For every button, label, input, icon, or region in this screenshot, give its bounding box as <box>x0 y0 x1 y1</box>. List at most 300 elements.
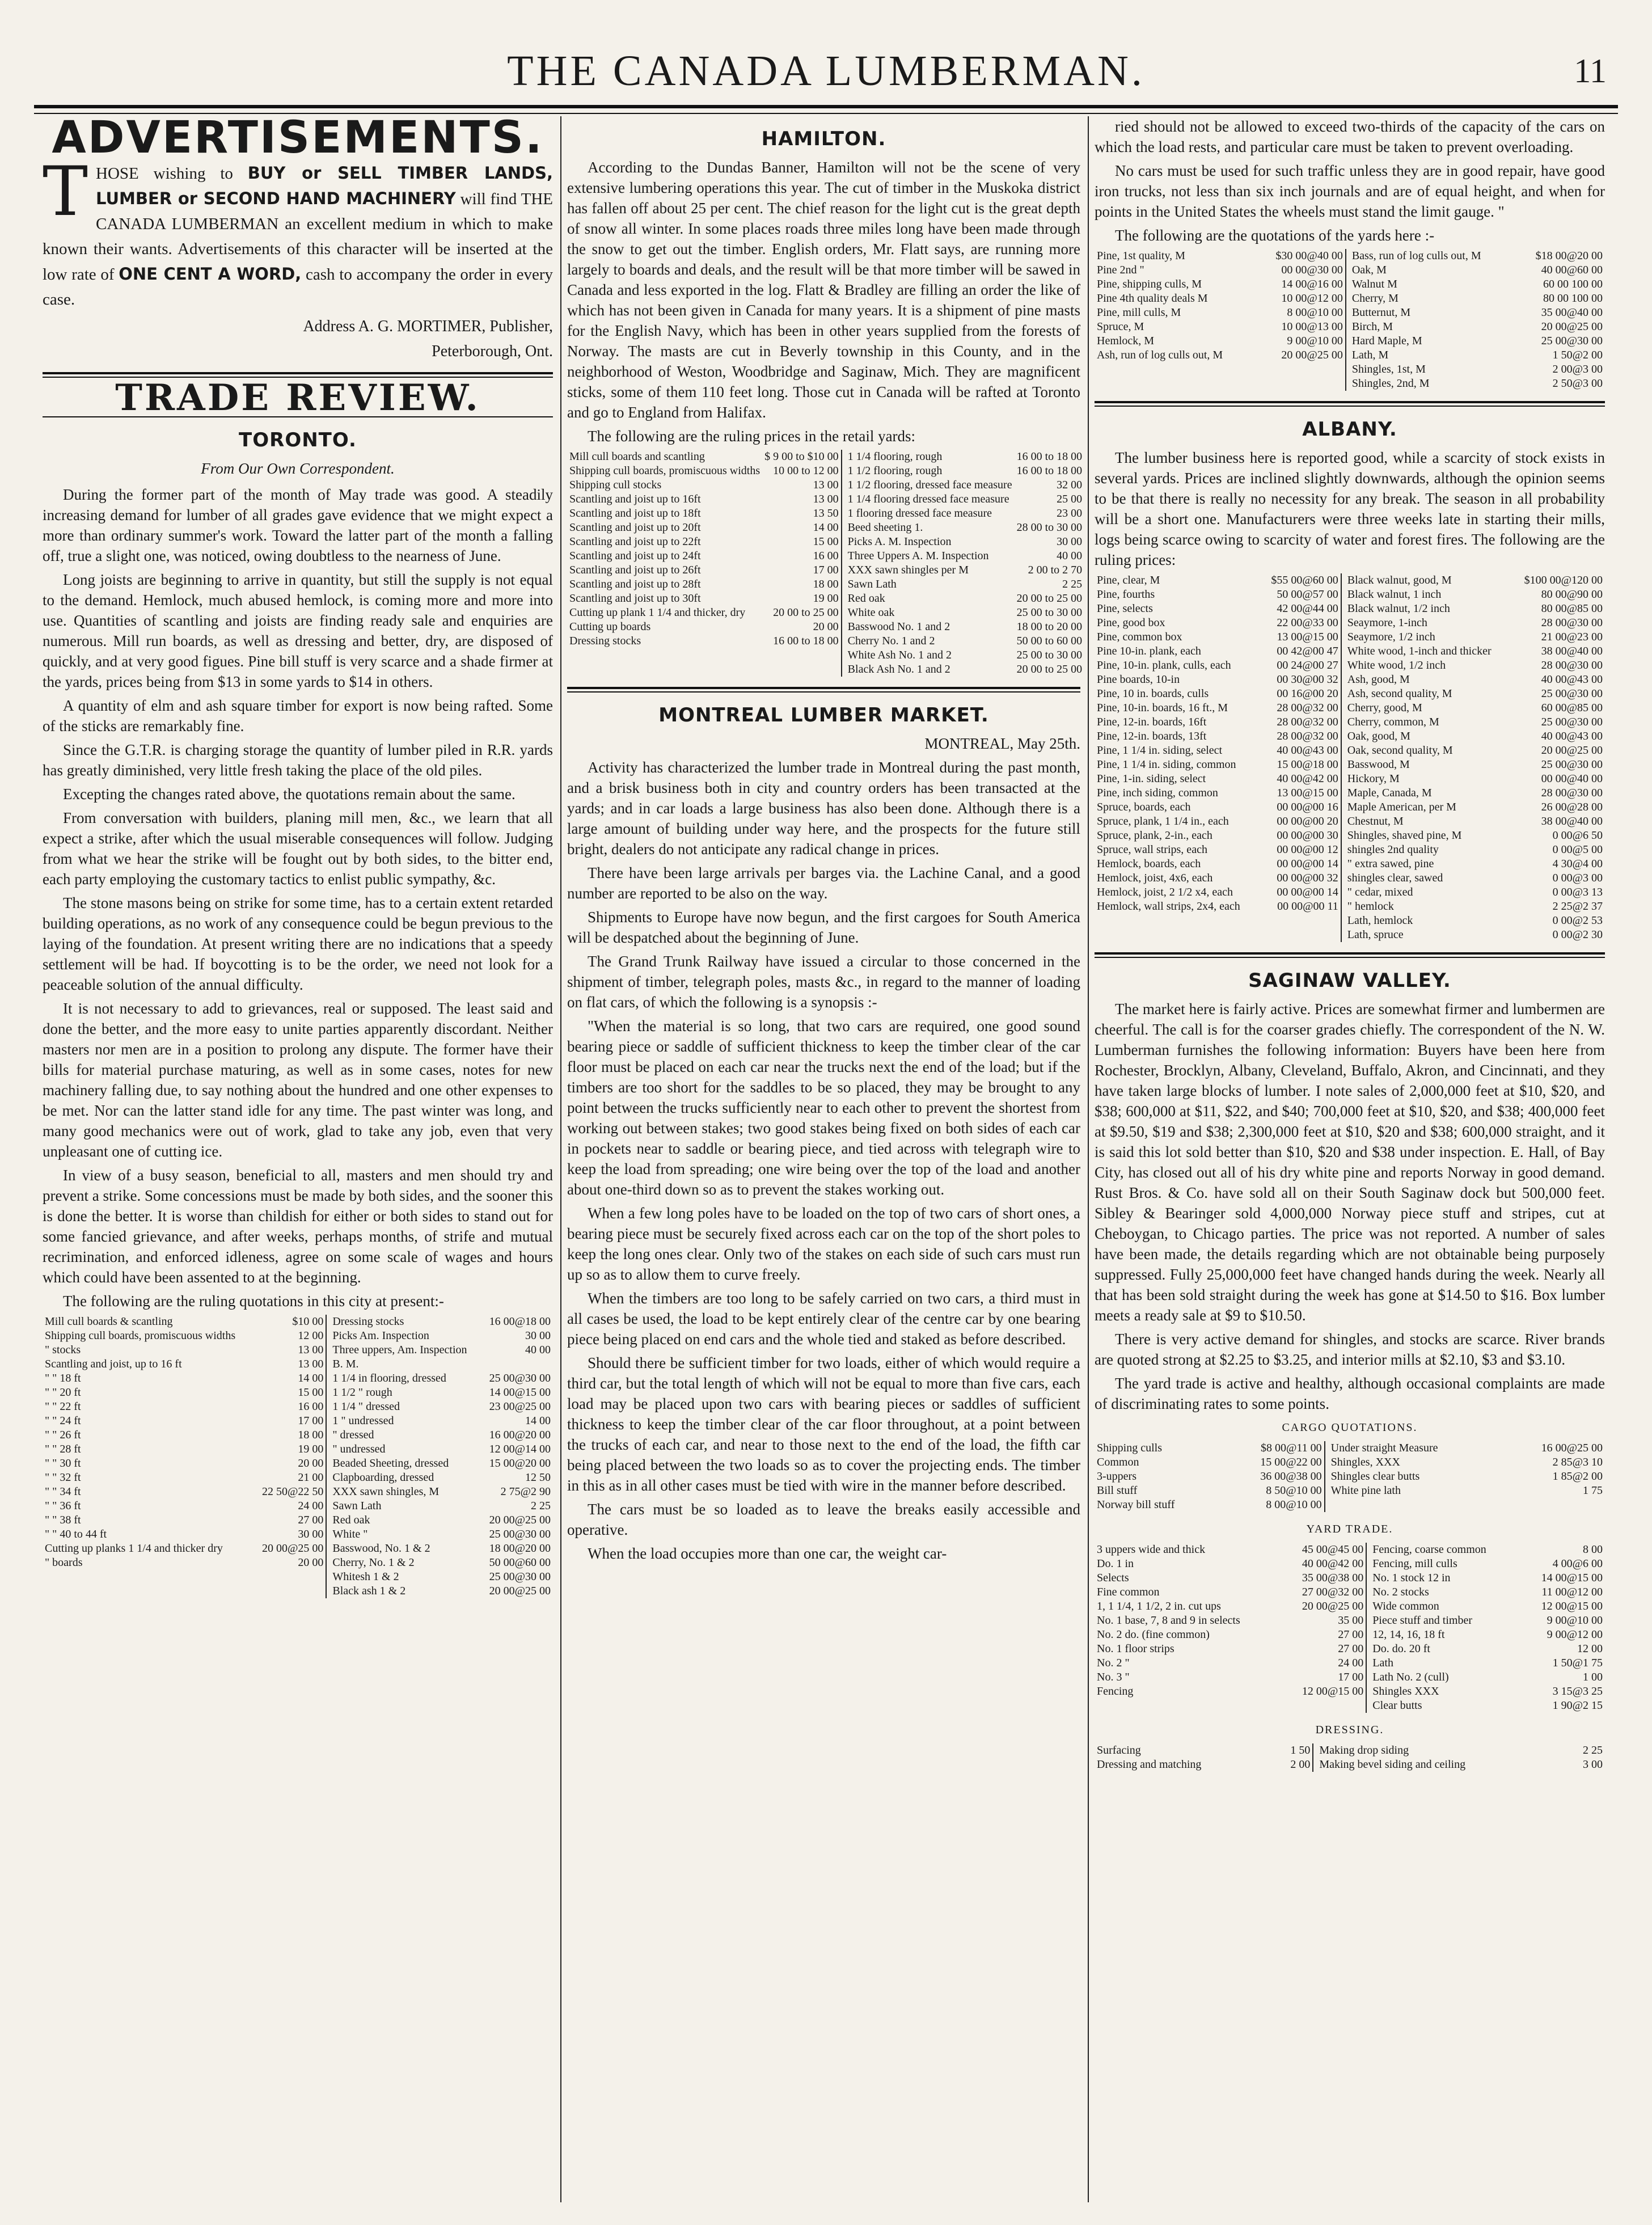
price-cell: 40 00@42 00 <box>1277 772 1338 785</box>
item-cell: Hemlock, joist, 2 1/2 x4, each <box>1097 886 1233 898</box>
price-cell: 60 00 100 00 <box>1543 278 1603 290</box>
price-cell: 12 00@14 00 <box>489 1443 551 1455</box>
price-cell: 28 00 to 30 00 <box>1016 521 1083 534</box>
table-row <box>43 1471 553 1485</box>
item-cell: White Ash No. 1 and 2 <box>842 648 1015 662</box>
column-2 <box>567 116 1083 1567</box>
table-row <box>1095 786 1605 800</box>
item-cell: Spruce, boards, each <box>1097 801 1191 813</box>
item-cell: Pine boards, 10-in <box>1097 673 1180 686</box>
table-row <box>43 1400 553 1414</box>
price-cell: 23 00 <box>1057 507 1083 520</box>
item-cell: Oak, good, M <box>1341 729 1512 744</box>
item-cell: Basswood, M <box>1341 758 1512 772</box>
item-cell: Mill cull boards & scantling <box>45 1315 173 1328</box>
column-divider <box>1088 116 1089 2202</box>
price-cell: 2 00@3 00 <box>1552 363 1603 375</box>
price-cell: 17 00 <box>298 1415 324 1427</box>
item-cell: shingles 2nd quality <box>1341 843 1512 857</box>
item-cell: Cherry, M <box>1346 292 1516 306</box>
item-cell <box>1325 1498 1503 1512</box>
item-cell: Making bevel siding and ceiling <box>1313 1758 1565 1772</box>
price-cell: $55 00@60 00 <box>1271 574 1338 586</box>
dressing-heading: DRESSING. <box>1315 1724 1384 1736</box>
table-row <box>1095 362 1605 377</box>
item-cell: Scantling and joist up to 30ft <box>569 592 701 605</box>
item-cell: Bass, run of log culls out, M <box>1346 249 1516 263</box>
table-row <box>1095 1441 1605 1455</box>
table-row <box>43 1442 553 1456</box>
price-cell: 13 00 <box>298 1344 324 1356</box>
price-cell: 20 00 to 25 00 <box>1016 663 1083 675</box>
masthead <box>34 40 1618 102</box>
item-cell: White wood, 1/2 inch <box>1341 658 1512 673</box>
item-cell: 1 1/2 " rough <box>326 1386 481 1400</box>
price-cell: 24 00 <box>1338 1657 1364 1669</box>
price-cell: 0 00@2 30 <box>1552 928 1603 941</box>
item-cell: Pine 2nd " <box>1097 264 1144 276</box>
price-cell: 20 00 <box>298 1457 324 1470</box>
price-cell: 00 00@00 14 <box>1277 886 1338 898</box>
item-cell: Shingles, 2nd, M <box>1346 377 1516 391</box>
column-1 <box>43 112 553 1605</box>
table-row <box>43 1527 553 1542</box>
table-row <box>567 620 1084 634</box>
table-row <box>1095 1470 1605 1484</box>
item-cell: Pine, 10-in. plank, culls, each <box>1097 659 1231 672</box>
price-cell: 16 00 to 18 00 <box>1016 450 1083 463</box>
item-cell: 3-uppers <box>1097 1470 1136 1483</box>
item-cell: No. 3 " <box>1097 1671 1130 1683</box>
price-cell: 20 00 <box>298 1556 324 1569</box>
price-cell <box>481 1357 553 1371</box>
albany-article: The lumber business here is reported good, while a scarcity of stock exists in several yards. Prices are inclined slightly downwards, although the opinion seems to be that there is really no necessity for any break. The season in all probability will be a short one. Manufacturers were three weeks late in starting their mills, logs being scarce owing to scarcity of water and forest fires. The following are the ruling prices: <box>1095 449 1605 568</box>
price-cell: 40 00@43 00 <box>1541 673 1603 686</box>
item-cell: Common <box>1097 1456 1139 1468</box>
table-row <box>1095 1543 1605 1557</box>
table-row <box>1095 1614 1605 1628</box>
item-cell: Lath, spruce <box>1341 928 1512 942</box>
table-row <box>1095 1656 1605 1670</box>
section-rule <box>1095 401 1605 407</box>
item-cell: Pine, 12-in. boards, 16ft <box>1097 716 1207 728</box>
item-cell: Surfacing <box>1097 1744 1141 1757</box>
item-cell: Lath No. 2 (cull) <box>1366 1670 1521 1684</box>
item-cell: Shingles, shaved pine, M <box>1341 829 1512 843</box>
price-cell: 40 00@43 00 <box>1277 744 1338 757</box>
item-cell: " boards <box>45 1556 83 1569</box>
item-cell: Dressing stocks <box>326 1315 481 1329</box>
price-cell: 25 00@30 00 <box>1541 716 1603 728</box>
price-cell: 12 00 <box>298 1329 324 1342</box>
item-cell: Clapboarding, dressed <box>326 1471 481 1485</box>
albany-title: ALBANY. <box>1302 418 1397 441</box>
price-cell: 80 00@85 00 <box>1541 602 1603 615</box>
paragraph: The market here is fairly active. Prices are somewhat firmer and lumbermen are cheerful. The call is for the coarser grades chiefly. The correspondent of the N. W. Lumberman furnishes the following information: Buyers have been here from Rochester, Brocklyn, Albany, Cleveland, Buffalo, Akron, and Cincinnati, and they have taken large blocks of lumber. I note sales of 2,000,000 feet at $10, $20, and $38; 600,000 at $11, $22, and $40; 700,000 feet at $10, $20, and $38; 400,000 feet at $9.50, $19 and $38; 2,300,000 feet at $10, $20 and $38; 600,000 straight, and it is said this lot sold better than $10, $20 and $38 under inspection. E. Hall, of Bay City, has closed out all of his dry white pine and reports Norway in good demand. Rust Bros. & Co. have sold all on their South Saginaw dock but 500,000 feet. Sibley & Bearinger sold 4,000,000 Norway piece stuff and stripes, cut at Cheboygan, to Chicago parties. The price was not reported. A number of sales have been made, the details regarding which are not obtainable being purposely suppressed. Fully 25,000,000 feet have changed hands during the week. Nearly all that has been sold straight during the week has gone at $14.50 to $16. Box lumber meets a ready sale at $9 to $10.50. <box>1095 1000 1605 1324</box>
price-cell: 00 42@00 47 <box>1277 645 1338 657</box>
paragraph: The following are the quotations of the yards here :- <box>1115 227 1435 244</box>
item-cell: 1 1/2 flooring, rough <box>842 464 1015 478</box>
table-row <box>567 648 1084 662</box>
column-3 <box>1095 116 1605 1779</box>
paragraph: The following are the ruling prices in the retail yards: <box>588 428 916 445</box>
item-cell: White wood, 1-inch and thicker <box>1341 644 1512 658</box>
table-row <box>1095 1670 1605 1684</box>
price-cell: 28 00@32 00 <box>1277 716 1338 728</box>
item-cell: No. 2 stocks <box>1366 1585 1521 1599</box>
item-cell: Pine, good box <box>1097 617 1165 629</box>
price-cell: 1 50@1 75 <box>1552 1657 1603 1669</box>
price-cell: 0 00@6 50 <box>1552 829 1603 842</box>
price-cell: 27 00@32 00 <box>1302 1586 1364 1598</box>
item-cell: Three uppers, Am. Inspection <box>326 1343 481 1357</box>
item-cell: Walnut M <box>1346 277 1516 292</box>
table-row <box>1095 814 1605 829</box>
table-row <box>567 549 1084 563</box>
price-cell: 50 00 to 60 00 <box>1016 635 1083 647</box>
price-cell: 18 00 <box>298 1429 324 1441</box>
price-cell: 26 00@28 00 <box>1541 801 1603 813</box>
masthead-title: THE CANADA LUMBERMAN. <box>507 47 1145 95</box>
item-cell: Pine, 12-in. boards, 13ft <box>1097 730 1207 742</box>
price-cell: 0 00@2 53 <box>1552 914 1603 927</box>
item-cell: Pine, 1 1/4 in. siding, common <box>1097 758 1236 771</box>
table-row <box>1095 348 1605 362</box>
price-cell: 8 00 <box>1583 1543 1603 1556</box>
table-row <box>43 1485 553 1499</box>
price-cell: 24 00 <box>298 1500 324 1512</box>
price-cell: 20 00@25 00 <box>261 1542 324 1555</box>
paragraph: The following are the ruling quotations in this city at present:- <box>63 1293 444 1310</box>
table-row <box>567 478 1084 492</box>
ads-text-b: will find THE CANADA LUMBERMAN an excellent medium in which to make known their wants. Advertisements of this character will be inserted at the low rate of <box>43 190 553 284</box>
price-cell: 15 00@22 00 <box>1260 1456 1322 1468</box>
price-cell <box>762 648 842 662</box>
price-cell: 27 00 <box>1338 1643 1364 1655</box>
table-row <box>567 506 1084 521</box>
price-cell: 20 00@25 00 <box>1541 320 1603 333</box>
price-cell <box>1503 1498 1605 1512</box>
item-cell: Hemlock, boards, each <box>1097 858 1201 870</box>
price-cell: 10 00@12 00 <box>1281 292 1343 305</box>
montreal-quotations-table <box>1095 249 1605 391</box>
price-cell: 27 00 <box>1338 1628 1364 1641</box>
table-row <box>1095 630 1605 644</box>
item-cell: Basswood No. 1 and 2 <box>842 620 1015 634</box>
table-row <box>1095 588 1605 602</box>
item-cell: Do. do. 20 ft <box>1366 1642 1521 1656</box>
price-cell <box>1256 362 1346 377</box>
paragraph: Excepting the changes rated above, the quotations remain about the same. <box>63 786 516 803</box>
item-cell: Pine 4th quality deals M <box>1097 292 1208 305</box>
item-cell: Hard Maple, M <box>1346 334 1516 348</box>
paragraph: There have been large arrivals per barges via. the Lachine Canal, and a good number are reported to be also on the way. <box>567 864 1080 902</box>
price-cell: 80 00 100 00 <box>1543 292 1603 305</box>
price-cell: 20 00 to 25 00 <box>773 606 839 619</box>
table-row <box>43 1315 553 1329</box>
table-row <box>43 1513 553 1527</box>
price-cell: 15 00@20 00 <box>489 1457 551 1470</box>
item-cell: White oak <box>842 606 1015 620</box>
price-cell: 14 00 <box>525 1415 551 1427</box>
table-row <box>43 1456 553 1471</box>
section-rule <box>567 687 1080 693</box>
table-row <box>1095 334 1605 348</box>
item-cell <box>1095 362 1256 377</box>
paragraph: The stone masons being on strike for some time, has to a certain extent retarded building operations, as no work of any consequence could be begun previous to the laying of the foundation. At present writing there are no indications that a speedy settlement will be had. If boycotting is to be the order, we need not look for a peaceable solution of the annual difficulty. <box>43 894 553 993</box>
price-cell: 25 00@30 00 <box>1541 687 1603 700</box>
item-cell: 1 1/4 in flooring, dressed <box>326 1371 481 1386</box>
table-row <box>43 1556 553 1570</box>
paragraph: No cars must be used for such traffic unless they are in good repair, have good iron trucks, not less than six inch journals and are of equal height, and when for points in the United States the wheels must stand the limit gauge. " <box>1095 162 1605 220</box>
price-cell <box>1256 377 1346 391</box>
table-row <box>1095 277 1605 292</box>
table-row <box>1095 616 1605 630</box>
yard-trade-table <box>1095 1543 1605 1713</box>
paragraph: When a few long poles have to be loaded on the top of two cars of short ones, a bearing piece must be securely fixed across each car on the top of the short poles to keep the long ones clear. Only two of the stakes on each side of such cars must run up so as to allow them to curve freely. <box>567 1205 1080 1283</box>
item-cell: No. 1 floor strips <box>1097 1643 1174 1655</box>
item-cell: Pine, 10 in. boards, culls <box>1097 687 1209 700</box>
price-cell: 27 00 <box>298 1514 324 1526</box>
table-row <box>1095 673 1605 687</box>
item-cell <box>567 648 762 662</box>
item-cell: Sawn Lath <box>326 1499 481 1513</box>
item-cell: Shingles, 1st, M <box>1346 362 1516 377</box>
item-cell: Scantling and joist up to 20ft <box>569 521 701 534</box>
price-cell: 30 00 <box>298 1528 324 1540</box>
item-cell: 1 1/2 flooring, dressed face measure <box>842 478 1015 492</box>
price-cell: 00 00@00 14 <box>1277 858 1338 870</box>
item-cell: Clear butts <box>1366 1699 1521 1713</box>
price-cell: 14 00@16 00 <box>1281 278 1343 290</box>
ads-bold-b: ONE CENT A WORD, <box>119 264 302 284</box>
item-cell: No. 1 base, 7, 8 and 9 in selects <box>1097 1614 1240 1627</box>
price-cell: 25 00@30 00 <box>489 1372 551 1384</box>
montreal-title: MONTREAL LUMBER MARKET. <box>658 704 989 727</box>
paragraph: From conversation with builders, planing mill men, &c., we learn that all expect a strike, after which the usual miserable consequences will follow. Judging from what we hear the strike will be fought out by both sides, to the bitter end, each party employing the customary tactics to enlist public sympathy, &c. <box>43 809 553 888</box>
item-cell: 1 1/4 flooring, rough <box>842 450 1015 464</box>
price-cell: 19 00 <box>813 592 839 605</box>
item-cell: Cutting up plank 1 1/4 and thicker, dry <box>569 606 746 619</box>
price-cell: 9 00@10 00 <box>1547 1614 1603 1627</box>
item-cell: Hickory, M <box>1341 772 1512 786</box>
table-row <box>567 577 1084 592</box>
dressing-table <box>1095 1743 1605 1772</box>
publisher-city: Peterborough, Ont. <box>432 343 553 360</box>
item-cell: " dressed <box>326 1428 481 1442</box>
price-cell: 2 50@3 00 <box>1552 377 1603 390</box>
price-cell: 14 00 <box>813 521 839 534</box>
table-row <box>1095 687 1605 701</box>
item-cell: " " 28 ft <box>45 1443 81 1455</box>
price-cell: 28 00@30 00 <box>1541 659 1603 672</box>
item-cell: Scantling and joist up to 18ft <box>569 507 701 520</box>
item-cell: Red oak <box>326 1513 481 1527</box>
item-cell: " " 20 ft <box>45 1386 81 1399</box>
price-cell: 00 24@00 27 <box>1277 659 1338 672</box>
cargo-quotations-heading: CARGO QUOTATIONS. <box>1282 1421 1418 1434</box>
price-cell: 38 00@40 00 <box>1541 815 1603 827</box>
table-row <box>1095 1498 1605 1512</box>
price-cell: 28 00@30 00 <box>1541 787 1603 799</box>
toronto-byline: From Our Own Correspondent. <box>201 460 395 477</box>
price-cell: 40 00@42 00 <box>1302 1557 1364 1570</box>
item-cell: Shingles, XXX <box>1325 1455 1503 1470</box>
item-cell: " " 32 ft <box>45 1471 81 1484</box>
item-cell: Pine, common box <box>1097 631 1182 643</box>
item-cell: Scantling and joist up to 28ft <box>569 578 701 590</box>
price-cell: $8 00@11 00 <box>1260 1442 1322 1454</box>
item-cell: Pine, inch siding, common <box>1097 787 1218 799</box>
price-cell: 9 00@12 00 <box>1547 1628 1603 1641</box>
price-cell: 16 00@18 00 <box>489 1315 551 1328</box>
table-row <box>1095 1571 1605 1585</box>
item-cell: Spruce, wall strips, each <box>1097 843 1207 856</box>
table-row <box>1095 758 1605 772</box>
price-cell: 16 00 <box>298 1400 324 1413</box>
table-row <box>1095 800 1605 814</box>
table-row <box>567 450 1084 464</box>
item-cell: Black walnut, good, M <box>1341 573 1512 588</box>
table-row <box>43 1329 553 1343</box>
price-cell: 1 90@2 15 <box>1552 1699 1603 1712</box>
table-row <box>1095 729 1605 744</box>
table-row <box>1095 377 1605 391</box>
price-cell: 00 00@00 32 <box>1277 872 1338 884</box>
table-row <box>1095 249 1605 263</box>
price-cell: 22 50@22 50 <box>261 1485 324 1498</box>
price-cell: 1 00 <box>1583 1671 1603 1683</box>
price-cell: 00 00@30 00 <box>1281 264 1343 276</box>
cargo-quotations-table <box>1095 1441 1605 1512</box>
item-cell: " undressed <box>326 1442 481 1456</box>
price-cell <box>762 662 842 677</box>
item-cell: Shipping cull stocks <box>569 479 662 491</box>
price-cell: 42 00@44 00 <box>1277 602 1338 615</box>
table-row <box>1095 1684 1605 1699</box>
item-cell: Ash, second quality, M <box>1341 687 1512 701</box>
item-cell: Shipping cull boards, promiscuous widths <box>569 465 760 477</box>
paragraph: According to the Dundas Banner, Hamilton will not be the scene of very extensive lumbering operations this year. The cut of timber in the Muskoka district has fallen off about 25 per cent. The chief reason for the light cut is the great depth of snow all winter. In some places roads three miles long have been made through the snow to get out the timber. English orders, Mr. Flatt says, are running more largely to boards and deals, and the result will be that more timber will be sawed in Canada and less exported in the log. Flatt & Bradley are filling an order the like of which has not been given in Canada for many years. It is a shipment of pine masts for the English Navy, which has been in other years supplied from the forests of Norway. The masts are cut in Beverly township in this County, and in the neighborhood of Weston, Woodbridge and Saginaw, Mich. They are magnificent sticks, some of them 110 feet long. Those cut in Canada will be rafted at Toronto and go to England from Halifax. <box>567 159 1080 421</box>
item-cell: Shingles clear butts <box>1325 1470 1503 1484</box>
price-cell: 22 00@33 00 <box>1277 617 1338 629</box>
price-cell: 25 00@30 00 <box>489 1528 551 1540</box>
table-row <box>1095 658 1605 673</box>
item-cell: " " 22 ft <box>45 1400 81 1413</box>
table-row <box>1095 1628 1605 1642</box>
item-cell: Cherry, common, M <box>1341 715 1512 729</box>
price-cell: 8 00@10 00 <box>1287 306 1343 319</box>
item-cell: Dressing stocks <box>569 635 641 647</box>
price-cell: $100 00@120 00 <box>1524 574 1603 586</box>
paragraph: Activity has characterized the lumber trade in Montreal during the past month, and a brisk business both in city and country orders has been transacted at the yards; and in car loads a large business has also been done. Although there is a large amount of building under way here, and the prospects for the future still bright, dealers do not anticipate any radical change in prices. <box>567 759 1080 858</box>
table-row <box>1095 914 1605 928</box>
table-row <box>1095 772 1605 786</box>
item-cell: Chestnut, M <box>1341 814 1512 829</box>
item-cell: Sawn Lath <box>842 577 1015 592</box>
item-cell: " hemlock <box>1341 900 1512 914</box>
table-row <box>1095 900 1605 914</box>
price-cell: 00 00@00 12 <box>1277 843 1338 856</box>
price-cell: 14 00@15 00 <box>489 1386 551 1399</box>
table-row <box>43 1357 553 1371</box>
item-cell: Pine, selects <box>1097 602 1153 615</box>
item-cell <box>43 1570 254 1584</box>
paragraph: Shipments to Europe have now begun, and the first cargoes for South America will be despatched about the beginning of June. <box>567 909 1080 946</box>
yard-trade-heading: YARD TRADE. <box>1306 1523 1393 1535</box>
paragraph: During the former part of the month of May trade was good. A steadily increasing demand for lumber of all grades gave evidence that we might expect a more than ordinary summer's work. Toward the latter part of the month a falling off, true a slight one, was noticed, owing doubtless to the nearness of June. <box>43 486 553 564</box>
item-cell: Lath, M <box>1346 348 1516 362</box>
table-row <box>567 563 1084 577</box>
price-cell <box>1260 928 1341 942</box>
price-cell: 12 50 <box>525 1471 551 1484</box>
item-cell: No. 2 " <box>1097 1657 1130 1669</box>
price-cell: 38 00@40 00 <box>1541 645 1603 657</box>
table-row <box>1095 829 1605 843</box>
price-cell: 1 50 <box>1290 1744 1311 1757</box>
price-cell: 13 00@15 00 <box>1277 631 1338 643</box>
price-cell: 4 30@4 00 <box>1552 858 1603 870</box>
price-cell: 16 00@20 00 <box>489 1429 551 1441</box>
advertisements-notice <box>43 153 553 312</box>
item-cell: Cherry, No. 1 & 2 <box>326 1556 481 1570</box>
price-cell: 9 00@10 00 <box>1287 335 1343 347</box>
table-row <box>1095 644 1605 658</box>
item-cell: Pine, shipping culls, M <box>1097 278 1202 290</box>
paragraph: Long joists are beginning to arrive in quantity, but still the supply is not equal to the demand. Hemlock, much abused hemlock, is coming more and more into use. Quantities of scantling and joists are finding ready sale and enquiries are numerous. Mill run boards, as well as dressing and better, dry, are disposed of quickly, and at very good figues. Pine bill stuff is very scarce and a shade firmer at the yards, prices being from $13 in some yards to $14 in others. <box>43 571 553 690</box>
price-cell: 14 00@15 00 <box>1541 1572 1603 1584</box>
price-cell: 15 00@18 00 <box>1277 758 1338 771</box>
item-cell: Oak, second quality, M <box>1341 744 1512 758</box>
item-cell: " " 34 ft <box>45 1485 81 1498</box>
price-cell: 8 50@10 00 <box>1266 1484 1322 1497</box>
price-cell: 15 00 <box>813 535 839 548</box>
price-cell: 16 00 to 18 00 <box>773 635 839 647</box>
table-row <box>1095 885 1605 900</box>
price-cell: 00 00@40 00 <box>1541 772 1603 785</box>
price-cell: 2 25 <box>1062 578 1083 590</box>
price-cell: 4 00@6 00 <box>1552 1557 1603 1570</box>
paragraph: "When the material is so long, that two cars are required, one good sound bearing piece or saddle of sufficient thickness to keep the timber clear of the car floor must be placed on each car near the trucks next the end of the load; but if the timbers are too short for the saddles to be so placed, they may be brought to any point between the trucks sufficiently near to each other to prevent the shortest from working out between stakes; two good stakes being fixed on both sides of each car in pockets near to saddle or bearing piece, and tied across with telegraph wire to keep the load from spreading; one wire being over the top of the load and another about one-third down so as to prevent the stakes working out. <box>567 1017 1080 1198</box>
table-row <box>567 521 1084 535</box>
item-cell: No. 1 stock 12 in <box>1366 1571 1521 1585</box>
paragraph: When the timbers are too long to be safely carried on two cars, a third must in all cases be used, the load to be kept entirely clear of the centre car by one bearing piece being placed on end cars and the whole tied and staked as before described. <box>567 1290 1080 1348</box>
paragraph: Should there be sufficient timber for two loads, either of which would require a third car, but the total length of which will not be equal to more than five cars, each load may be placed upon two cars with bearing pieces or saddles of sufficient thickness to keep the timber clear of the car floor throughout, at a point between the trucks of each car, and near to those next to the end of the load, the fifth car being placed between the two loads so as to cover the projecting ends. The timber in this as in all other cases must be tied with wire in the manner before described. <box>567 1354 1080 1494</box>
paragraph: When the load occupies more than one car, the weight car- <box>588 1545 947 1562</box>
item-cell: Picks A. M. Inspection <box>842 535 1015 549</box>
paragraph: In view of a busy season, beneficial to all, masters and men should try and prevent a strike. Some concessions must be made by both sides, and the sooner this is done the better. It is worse than childish for either or both sides to stand out for some fancied grievance, and after weeks, perhaps months, of strife and mutual recrimination, and enforced idleness, agree on some scale of wages and hours which could have been assented to at the beginning. <box>43 1167 553 1286</box>
item-cell: Beed sheeting 1. <box>842 521 1015 535</box>
item-cell: Making drop siding <box>1313 1743 1565 1758</box>
price-cell: 2 85@3 10 <box>1552 1456 1603 1468</box>
item-cell: " " 18 ft <box>45 1372 81 1384</box>
page-number: 11 <box>1574 52 1607 90</box>
montreal-article-continued <box>1095 116 1605 246</box>
price-cell: 25 00 to 30 00 <box>1016 649 1083 661</box>
price-cell: $ 9 00 to $10 00 <box>764 450 839 463</box>
table-row <box>1095 320 1605 334</box>
price-cell: $30 00@40 00 <box>1275 250 1343 262</box>
item-cell: Seaymore, 1/2 inch <box>1341 630 1512 644</box>
item-cell: shingles clear, sawed <box>1341 871 1512 885</box>
paragraph: There is very active demand for shingles, and stocks are scarce. River brands are quoted strong at $2.25 to $3.25, and interior mills at $2.10, $3 and $3.10. <box>1095 1331 1605 1368</box>
item-cell: Mill cull boards and scantling <box>569 450 705 463</box>
toronto-quotations-table <box>43 1315 553 1598</box>
table-row <box>43 1343 553 1357</box>
item-cell: Cherry No. 1 and 2 <box>842 634 1015 648</box>
item-cell: 12, 14, 16, 18 ft <box>1366 1628 1521 1642</box>
price-cell: 20 00 <box>813 620 839 633</box>
